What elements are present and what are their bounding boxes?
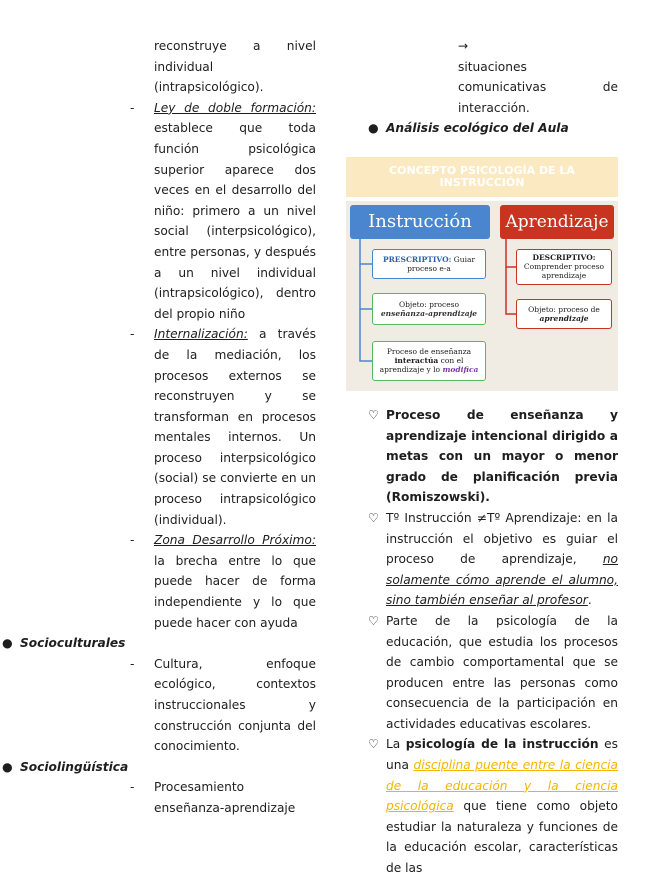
left-column [2,36,316,819]
item-text: la brecha entre lo que puede hacer de forma independiente y lo que puede hacer con ayuda [154,553,316,630]
item-title: Internalización: [154,327,248,342]
point-teoria: ♡ Tº Instrucción ≠Tº Aprendizaje: en la instrucción el objetivo es guiar el proceso de aprendizaje, no solamente cómo aprende el alumno, sino también enseñar al profesor. [346,508,618,611]
descriptivo-box: DESCRIPTIVO: Comprender proceso aprendizaje [516,249,612,285]
arrow-text: situaciones comunicativas de interacción. [458,59,618,115]
bullet-sociolinguistica: ● Sociolingüística [2,757,316,778]
bullet-dot-icon: ● [2,636,13,651]
objeto-ea-box: Objeto: proceso enseñanza-aprendizaje [372,293,486,325]
item-text: Cultura, enfoque ecológico, contextos instruccionales y construcción conjunta del conocimiento. [154,656,316,754]
list-item [78,98,316,325]
point-romiszowski: ♡ Proceso de enseñanza y aprendizaje intencional dirigido a metas con un mayor o menor grado de planificación previa (Romiszowski). [346,405,618,508]
heart-icon: ♡ [368,737,379,752]
instruccion-header: Instrucción [350,205,490,239]
list-item [78,324,316,530]
list-item [78,777,316,818]
list-item [78,530,316,633]
item-text: establece que toda función psicológica superior aparece dos veces en el desarrollo del niño: primero a un nivel social (interpsicológico), entre personas, y después a un nivel individual (intrapsicológico), dentro del propio niño [154,121,316,321]
item-title: Ley de doble formación: [154,100,316,115]
item-text: Procesamiento enseñanza-aprendizaje [154,780,296,815]
item-title: Zona Desarrollo Próximo: [154,533,316,548]
aprendizaje-header: Aprendizaje [500,205,614,239]
dash-marker: - [130,656,135,671]
right-column [346,36,618,879]
bullet-socioculturales: ● Socioculturales [2,633,316,654]
dash-marker: - [130,780,135,795]
point-parte: ♡ Parte de la psicología de la educación, que estudia los procesos de cambio comportamental que se producen entre las personas como consecuencia de la participación en actividades educativas escolares. [346,611,618,735]
dash-marker: - [130,100,135,115]
bullet-dot-icon: ● [2,759,13,774]
arrow-icon: → [458,39,469,53]
prescriptivo-box: PRESCRIPTIVO: Guiar proceso e-a [372,249,486,279]
item-text: a través de la mediación, los procesos externos se reconstruyen y se transforman en procesos mentales internos. Un proceso interpsicológico (social) se convierte en un proceso intrapsicológico (individual). [154,327,316,527]
bridge-discipline-link[interactable]: disciplina puente entre la ciencia de la educación y la ciencia psicológica [386,758,618,814]
heart-icon: ♡ [368,510,379,525]
bullet-dot-icon: ● [368,121,379,136]
point-disciplina: ♡ La psicología de la instrucción es una disciplina puente entre la ciencia de la educación y la ciencia psicológica que tiene como objeto estudiar la naturaleza y funciones de la educación escolar, características de las [346,734,618,878]
dash-marker: - [130,327,135,342]
continued-text-2: (intrapsicológico). [154,80,264,95]
heart-icon: ♡ [368,407,379,422]
heart-icon: ♡ [368,613,379,628]
proceso-ensenanza-box: Proceso de enseñanza interactúa con el aprendizaje y lo modifica [372,341,486,381]
figure-body [346,201,618,391]
dash-marker: - [130,533,135,548]
concept-figure [346,157,618,395]
objeto-aprendizaje-box: Objeto: proceso de aprendizaje [516,299,612,329]
continued-text: reconstruye a nivel individual [154,39,316,74]
figure-title: CONCEPTO PSICOLOGÍA DE LA INSTRUCCIÓN [346,157,618,197]
arrow-item [346,36,618,118]
list-item [78,654,316,757]
bullet-analisis: ● Análisis ecológico del Aula [346,118,618,139]
